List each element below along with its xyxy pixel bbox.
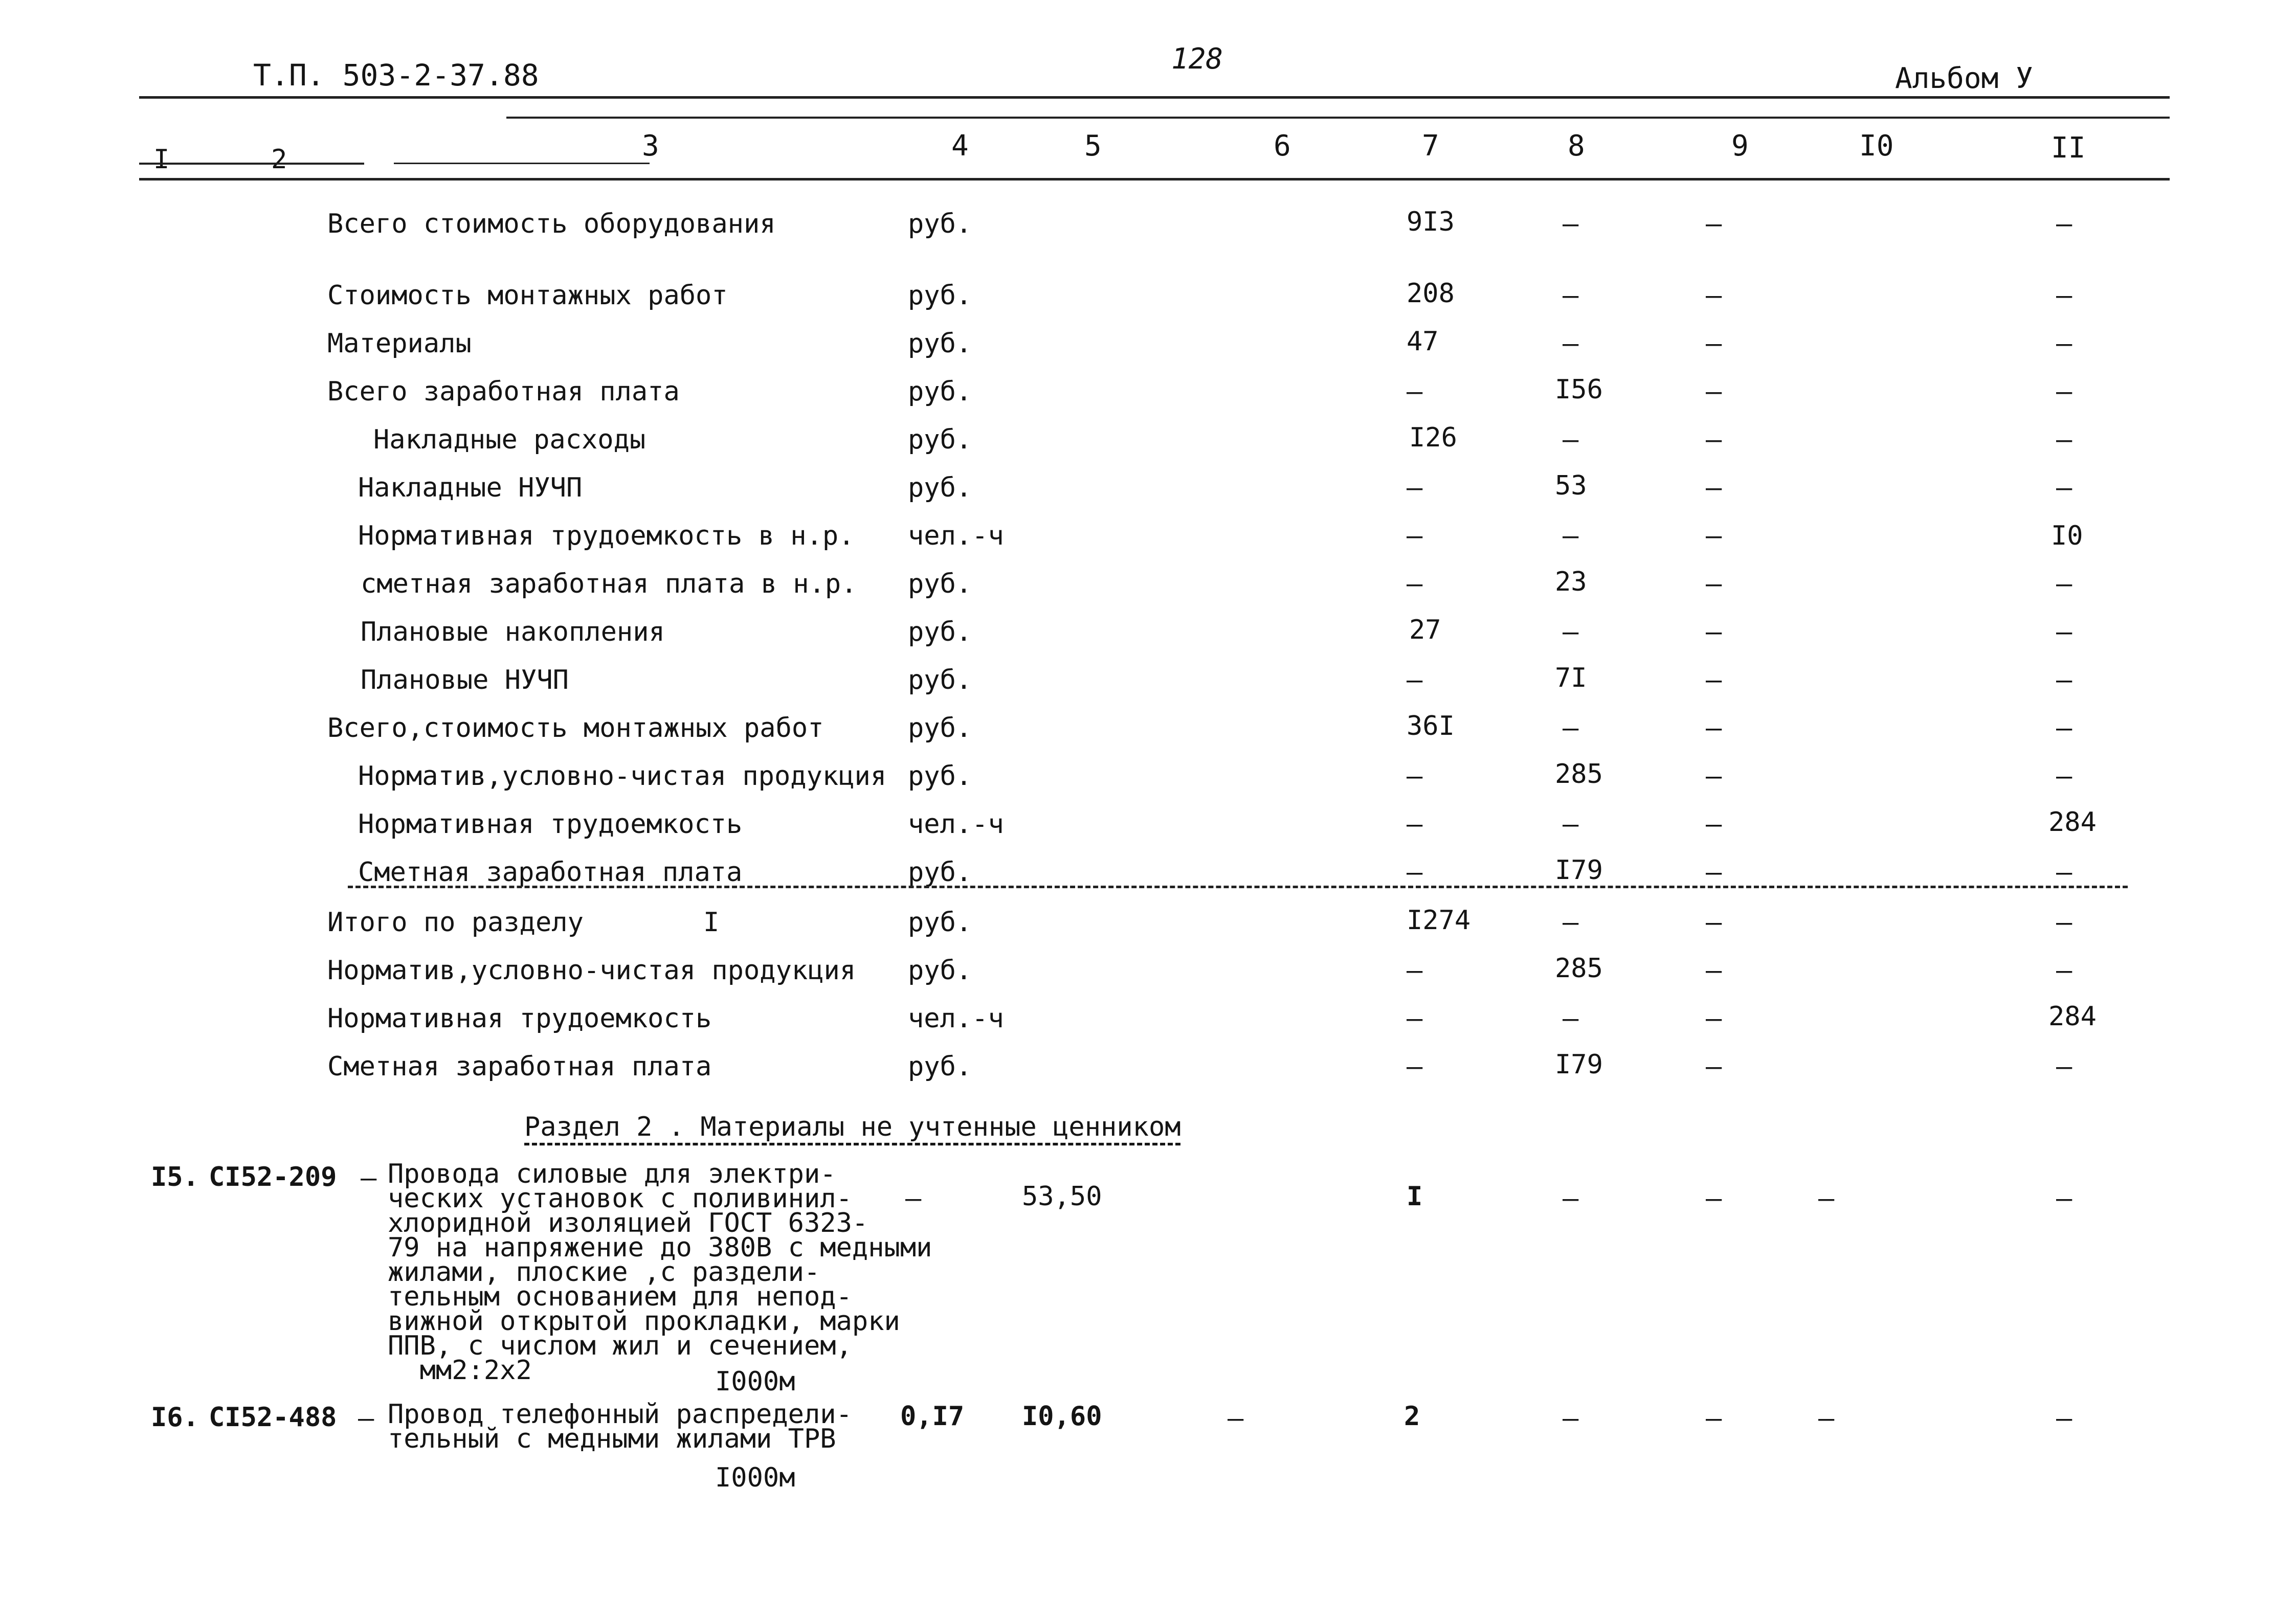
row-name: Плановые НУЧП (361, 665, 569, 695)
doc-code: Т.П. 503-2-37.88 (253, 58, 539, 93)
row-unit: руб. (908, 665, 972, 695)
cell-col8: 7I (1555, 663, 1587, 693)
cell-col9: – (1706, 521, 1722, 551)
row-unit: руб. (908, 617, 972, 647)
cell-col11: – (2056, 665, 2072, 695)
row-unit: руб. (908, 376, 972, 407)
column-header-rule-bottom (139, 178, 2170, 181)
page-number: 128 (1171, 42, 1223, 76)
row-name: Всего стоимость оборудования (327, 209, 776, 239)
cell-col11: – (2056, 1403, 2072, 1434)
header-rule-top (139, 96, 2170, 99)
cell-col9: – (1706, 955, 1722, 986)
row-unit: руб. (908, 713, 972, 743)
row-unit: чел.-ч (908, 809, 1004, 840)
row-name: Сметная заработная плата (358, 857, 743, 888)
column-header: 8 (1568, 129, 1585, 163)
column-header: 3 (642, 129, 659, 163)
row-name: Норматив,условно-чистая продукция (358, 761, 887, 792)
row-name: сметная заработная плата в н.р. (361, 569, 857, 599)
row-name: Материалы (327, 328, 472, 359)
row-name: Всего заработная плата (327, 376, 680, 407)
section-title: Раздел 2 . Материалы не учтенные ценником (524, 1112, 1181, 1142)
cell-col9: – (1706, 209, 1722, 239)
cell-col9: – (1706, 424, 1722, 455)
header-rule-secondary (506, 117, 2170, 119)
cell-col7: – (1407, 569, 1423, 599)
row-unit: руб. (908, 955, 972, 986)
cell-col11: – (2056, 376, 2072, 407)
cell-col7: 9I3 (1407, 207, 1455, 237)
cell-col10: – (1818, 1183, 1835, 1214)
row-unit: руб. (908, 857, 972, 888)
dashed-separator (348, 886, 2128, 888)
row-name: Накладные расходы (373, 424, 646, 455)
cell-col7: 208 (1407, 278, 1455, 309)
cell-col8: – (1563, 209, 1579, 239)
row-name: Всего,стоимость монтажных работ (327, 713, 824, 743)
cell-col8: 285 (1555, 953, 1603, 984)
row-name: Стоимость монтажных работ (327, 280, 728, 311)
cell-col7: I26 (1409, 422, 1457, 453)
item-code: CI52-488 (209, 1402, 337, 1433)
column-header: 9 (1731, 129, 1749, 163)
item-bullet: – (358, 1403, 374, 1434)
row-unit: руб. (908, 1051, 972, 1082)
cell-col8: – (1563, 328, 1579, 359)
cell-col8: – (1563, 424, 1579, 455)
item-unit: I000м (715, 1462, 795, 1493)
cell-col11: – (2056, 857, 2072, 888)
column-header-rule-mid (394, 163, 650, 164)
cell-col8: – (1563, 280, 1579, 311)
cell-col7: I274 (1407, 905, 1471, 936)
column-header: 6 (1274, 129, 1291, 163)
cell-col7: 47 (1407, 326, 1439, 357)
cell-col7: – (1407, 1003, 1423, 1034)
column-header: I (153, 144, 170, 175)
cell-col9: – (1706, 1183, 1722, 1214)
row-unit: чел.-ч (908, 1003, 1004, 1034)
cell-col11: – (2056, 617, 2072, 647)
cell-col8: I56 (1555, 374, 1603, 405)
row-name: Сметная заработная плата (327, 1051, 712, 1082)
cell-col8: I79 (1555, 1049, 1603, 1080)
item-description: Провода силовые для электри- ческих установок с поливинил- хлоридной изоляцией ГОСТ 6323- 79 на напряжение до 380В с медными жилами, плоские ,с раздели- тельным основанием для непод- вижной открытой прокладки, марки ППВ, с числом жил и сечением, мм2:2х2 (388, 1159, 932, 1386)
cell-col7: 36I (1407, 711, 1455, 741)
cell-col8: – (1563, 617, 1579, 647)
cell-col8: – (1563, 713, 1579, 743)
cell-col11: 284 (2048, 807, 2097, 838)
row-name: Нормативная трудоемкость (358, 809, 743, 840)
row-unit: руб. (908, 424, 972, 455)
cell-col9: – (1706, 1003, 1722, 1034)
row-name: Плановые накопления (361, 617, 665, 647)
cell-col7: – (1407, 665, 1423, 695)
cell-col7: – (1407, 1051, 1423, 1082)
row-name: Накладные НУЧП (358, 472, 583, 503)
cell-col8: 23 (1555, 567, 1587, 597)
cell-col7: – (1407, 955, 1423, 986)
row-unit: руб. (908, 569, 972, 599)
row-unit: чел.-ч (908, 521, 1004, 551)
cell-col8: I79 (1555, 855, 1603, 886)
cell-col7: 2 (1404, 1401, 1420, 1432)
cell-col11: – (2056, 761, 2072, 792)
row-name: Нормативная трудоемкость (327, 1003, 712, 1034)
cell-col7: 27 (1409, 615, 1441, 645)
cell-col11: – (2056, 328, 2072, 359)
cell-col8: – (1563, 1403, 1579, 1434)
row-unit: руб. (908, 209, 972, 239)
item-code: CI52-209 (209, 1162, 337, 1192)
cell-col9: – (1706, 376, 1722, 407)
cell-col9: – (1706, 569, 1722, 599)
cell-col7: I (1407, 1181, 1423, 1212)
cell-col11: 284 (2048, 1001, 2097, 1032)
cell-col8: – (1563, 1183, 1579, 1214)
cell-col8: 53 (1555, 470, 1587, 501)
cell-col7: – (1407, 472, 1423, 503)
cell-col5: 53,50 (1022, 1181, 1102, 1212)
cell-col4: – (905, 1183, 922, 1214)
cell-col11: I0 (2051, 521, 2083, 551)
item-unit: I000м (715, 1366, 795, 1397)
row-name: Норматив,условно-чистая продукция (327, 955, 856, 986)
column-header-rule-left (139, 163, 364, 165)
cell-col9: – (1706, 809, 1722, 840)
cell-col7: – (1407, 857, 1423, 888)
column-header: II (2051, 131, 2086, 165)
row-name: Нормативная трудоемкость в н.р. (358, 521, 855, 551)
cell-col8: – (1563, 809, 1579, 840)
cell-col9: – (1706, 1051, 1722, 1082)
column-header: 2 (271, 144, 287, 175)
cell-col9: – (1706, 665, 1722, 695)
cell-col11: – (2056, 713, 2072, 743)
cell-col7: – (1407, 521, 1423, 551)
cell-col11: – (2056, 472, 2072, 503)
cell-col10: – (1818, 1403, 1835, 1434)
cell-col11: – (2056, 424, 2072, 455)
cell-col6: – (1228, 1403, 1244, 1434)
cell-col11: – (2056, 569, 2072, 599)
cell-col7: – (1407, 376, 1423, 407)
cell-col11: – (2056, 955, 2072, 986)
cell-col11: – (2056, 1183, 2072, 1214)
cell-col9: – (1706, 857, 1722, 888)
cell-col9: – (1706, 617, 1722, 647)
cell-col11: – (2056, 907, 2072, 938)
cell-col9: – (1706, 713, 1722, 743)
row-unit: руб. (908, 761, 972, 792)
cell-col9: – (1706, 761, 1722, 792)
column-header: 7 (1422, 129, 1439, 163)
cell-col8: – (1563, 1003, 1579, 1034)
cell-col8: – (1563, 521, 1579, 551)
cell-col7: – (1407, 809, 1423, 840)
row-name: Итого по разделу (327, 907, 584, 938)
cell-col7: – (1407, 761, 1423, 792)
cell-col11: – (2056, 1051, 2072, 1082)
column-header: 4 (951, 129, 969, 163)
item-bullet: – (361, 1163, 377, 1193)
cell-col9: – (1706, 328, 1722, 359)
row-marker: I (703, 907, 720, 938)
item-description: Провод телефонный распредели- тельный с медными жилами ТРВ (388, 1399, 852, 1454)
row-unit: руб. (908, 907, 972, 938)
album-label: Альбом У (1895, 62, 2033, 95)
cell-col9: – (1706, 907, 1722, 938)
cell-col8: – (1563, 907, 1579, 938)
cell-col4: 0,I7 (900, 1401, 965, 1432)
cell-col11: – (2056, 280, 2072, 311)
row-unit: руб. (908, 472, 972, 503)
column-header: 5 (1084, 129, 1102, 163)
row-unit: руб. (908, 280, 972, 311)
row-unit: руб. (908, 328, 972, 359)
cell-col9: – (1706, 280, 1722, 311)
column-header: I0 (1859, 129, 1894, 163)
cell-col8: 285 (1555, 759, 1603, 790)
item-number: I5. (151, 1162, 199, 1192)
item-number: I6. (151, 1402, 199, 1433)
cell-col11: – (2056, 209, 2072, 239)
cell-col9: – (1706, 1403, 1722, 1434)
cell-col5: I0,60 (1022, 1401, 1102, 1432)
cell-col9: – (1706, 472, 1722, 503)
